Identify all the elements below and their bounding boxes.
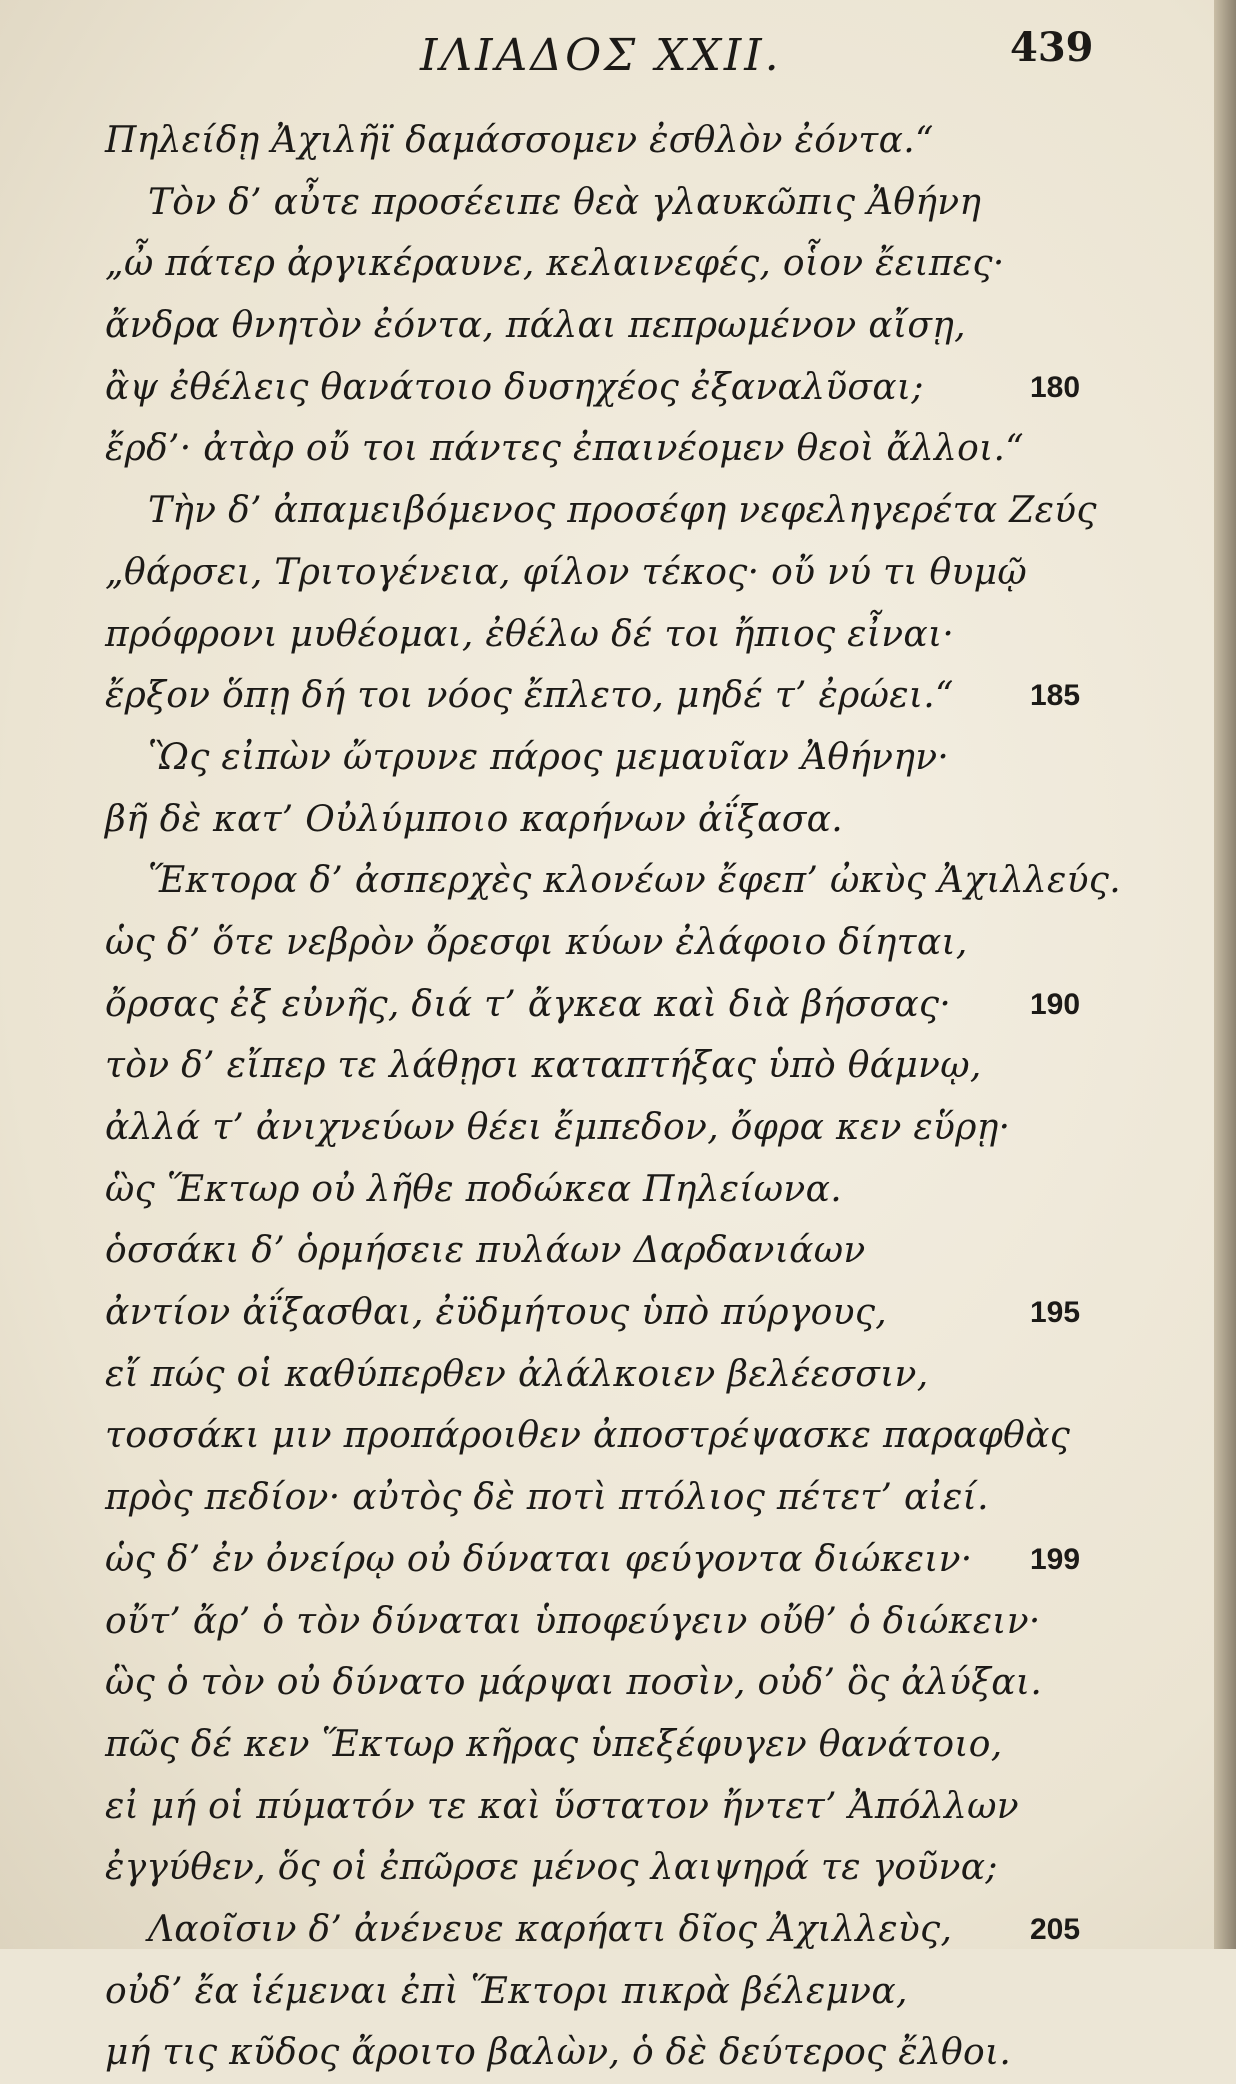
verse-line (0, 2022, 1236, 2084)
verse-text: ἀντίον ἀΐξασθαι, ἐϋδμήτους ὑπὸ πύργους, (105, 1292, 888, 1334)
page-header (0, 22, 1236, 92)
verse-line (0, 1837, 1236, 1899)
verse-text: „θάρσει, Τριτογένεια, φίλον τέκος· οὔ νύ τι θυμῷ (105, 551, 1028, 593)
verse-text: Ὣς εἰπὼν ὤτρυνε πάρος μεμαυῖαν Ἀθήνην· (148, 736, 950, 778)
verse-text: ὣς Ἕκτωρ οὐ λῆθε ποδώκεα Πηλείωνα. (105, 1168, 842, 1210)
verse-text: τὸν δ’ εἴπερ τε λάθῃσι καταπτήξας ὑπὸ θάμνῳ, (105, 1045, 982, 1087)
verse-text: ὄρσας ἐξ εὐνῆς, διά τ’ ἄγκεα καὶ διὰ βήσσας· (105, 983, 952, 1025)
verse-line (0, 172, 1236, 234)
verse-text: εἴ πώς οἱ καθύπερθεν ἀλάλκοιεν βελέεσσιν, (105, 1353, 929, 1395)
verse-line (0, 1035, 1236, 1097)
verse-line (0, 542, 1236, 604)
page-number: 439 (1010, 24, 1094, 71)
verse-line (0, 1591, 1236, 1653)
verse-line (0, 665, 1236, 727)
verse-text: ὡς δ’ ὅτε νεβρὸν ὄρεσφι κύων ἐλάφοιο δίηται, (105, 921, 968, 963)
line-number: 180 (1030, 370, 1081, 404)
verse-text: ὣς ὁ τὸν οὐ δύνατο μάρψαι ποσὶν, οὐδ’ ὃς ἀλύξαι. (105, 1662, 1043, 1704)
verse-text: Τὴν δ’ ἀπαμειβόμενος προσέφη νεφεληγερέτα Ζεύς (148, 490, 1097, 532)
verse-line (0, 1776, 1236, 1838)
verse-line (0, 233, 1236, 295)
verse-line (0, 1097, 1236, 1159)
verse-text: τοσσάκι μιν προπάροιθεν ἀποστρέψασκε παραφθὰς (105, 1415, 1071, 1457)
verse-text: ἐγγύθεν, ὅς οἱ ἐπῶρσε μένος λαιψηρά τε γοῦνα; (105, 1847, 998, 1889)
verse-line (0, 480, 1236, 542)
verse-line (0, 1899, 1236, 1961)
verse-text: πῶς δέ κεν Ἕκτωρ κῆρας ὑπεξέφυγεν θανάτοιο, (105, 1723, 1003, 1765)
verse-line (0, 418, 1236, 480)
line-number: 205 (1030, 1912, 1081, 1946)
line-number: 195 (1030, 1296, 1081, 1330)
verse-line (0, 727, 1236, 789)
verse-text: οὔτ’ ἄρ’ ὁ τὸν δύναται ὑποφεύγειν οὔθ’ ὁ διώκειν· (105, 1600, 1041, 1642)
line-number: 199 (1030, 1542, 1081, 1576)
verse-text: μή τις κῦδος ἄροιτο βαλὼν, ὁ δὲ δεύτερος ἔλθοι. (105, 2032, 1012, 2074)
verse-line (0, 357, 1236, 419)
verse-text: ἀλλά τ’ ἀνιχνεύων θέει ἔμπεδον, ὄφρα κεν εὕρῃ· (105, 1107, 1011, 1148)
verse-text: ὁσσάκι δ’ ὁρμήσειε πυλάων Δαρδανιάων (105, 1230, 866, 1272)
verse-line (0, 1961, 1236, 2023)
verse-text: εἰ μή οἱ πύματόν τε καὶ ὕστατον ἤντετ’ Ἀπόλλων (105, 1785, 1019, 1827)
verse-text: πρὸς πεδίον· αὐτὸς δὲ ποτὶ πτόλιος πέτετ’ αἰεί. (105, 1477, 989, 1519)
verse-text: Ἕκτορα δ’ ἀσπερχὲς κλονέων ἔφεπ’ ὠκὺς Ἀχιλλεύς. (148, 860, 1121, 902)
verse-line (0, 1652, 1236, 1714)
verse-text: Τὸν δ’ αὖτε προσέειπε θεὰ γλαυκῶπις Ἀθήνη (148, 181, 982, 223)
verse-line (0, 604, 1236, 666)
verse-text: ἄνδρα θνητὸν ἐόντα, πάλαι πεπρωμένον αἴσῃ, (105, 305, 966, 347)
verse-text: οὐδ’ ἔα ἱέμεναι ἐπὶ Ἕκτορι πικρὰ βέλεμνα, (105, 1970, 908, 2012)
verse-text: ἔρδ’· ἀτὰρ οὔ τοι πάντες ἐπαινέομεν θεοὶ ἄλλοι.“ (105, 428, 1025, 470)
verse-text: ὡς δ’ ἐν ὀνείρῳ οὐ δύναται φεύγοντα διώκειν· (105, 1538, 973, 1580)
running-title: ΙΛΙΑΔΟΣ XXII. (420, 30, 782, 81)
verse-text: Πηλείδῃ Ἀχιλῆϊ δαμάσσομεν ἐσθλὸν ἐόντα.“ (105, 120, 934, 161)
verse-line (0, 295, 1236, 357)
verse-text: „ὦ πάτερ ἀργικέραυνε, κελαινεφές, οἷον ἔειπες· (105, 243, 1005, 285)
verse-line (0, 1467, 1236, 1529)
verse-text: ἂψ ἐθέλεις θανάτοιο δυσηχέος ἐξαναλῦσαι; (105, 366, 924, 408)
verse-line (0, 1405, 1236, 1467)
verse-line (0, 1344, 1236, 1406)
line-number: 190 (1030, 987, 1081, 1021)
line-number: 185 (1030, 679, 1081, 713)
verse-line (0, 789, 1236, 851)
verse-line (0, 912, 1236, 974)
verse-line (0, 1159, 1236, 1221)
verse-text: ἔρξον ὅπῃ δή τοι νόος ἔπλετο, μηδέ τ’ ἐρώει.“ (105, 675, 954, 717)
verse-line (0, 850, 1236, 912)
verse-block (0, 110, 1236, 2084)
verse-line (0, 1529, 1236, 1591)
verse-line (0, 1220, 1236, 1282)
verse-line (0, 1282, 1236, 1344)
verse-line (0, 110, 1236, 172)
verse-line (0, 1714, 1236, 1776)
verse-text: Λαοῖσιν δ’ ἀνένευε καρήατι δῖος Ἀχιλλεὺς, (148, 1908, 953, 1950)
verse-line (0, 974, 1236, 1036)
verse-text: πρόφρονι μυθέομαι, ἐθέλω δέ τοι ἤπιος εἶναι· (105, 613, 955, 655)
verse-text: βῆ δὲ κατ’ Οὐλύμποιο καρήνων ἀΐξασα. (105, 798, 843, 840)
